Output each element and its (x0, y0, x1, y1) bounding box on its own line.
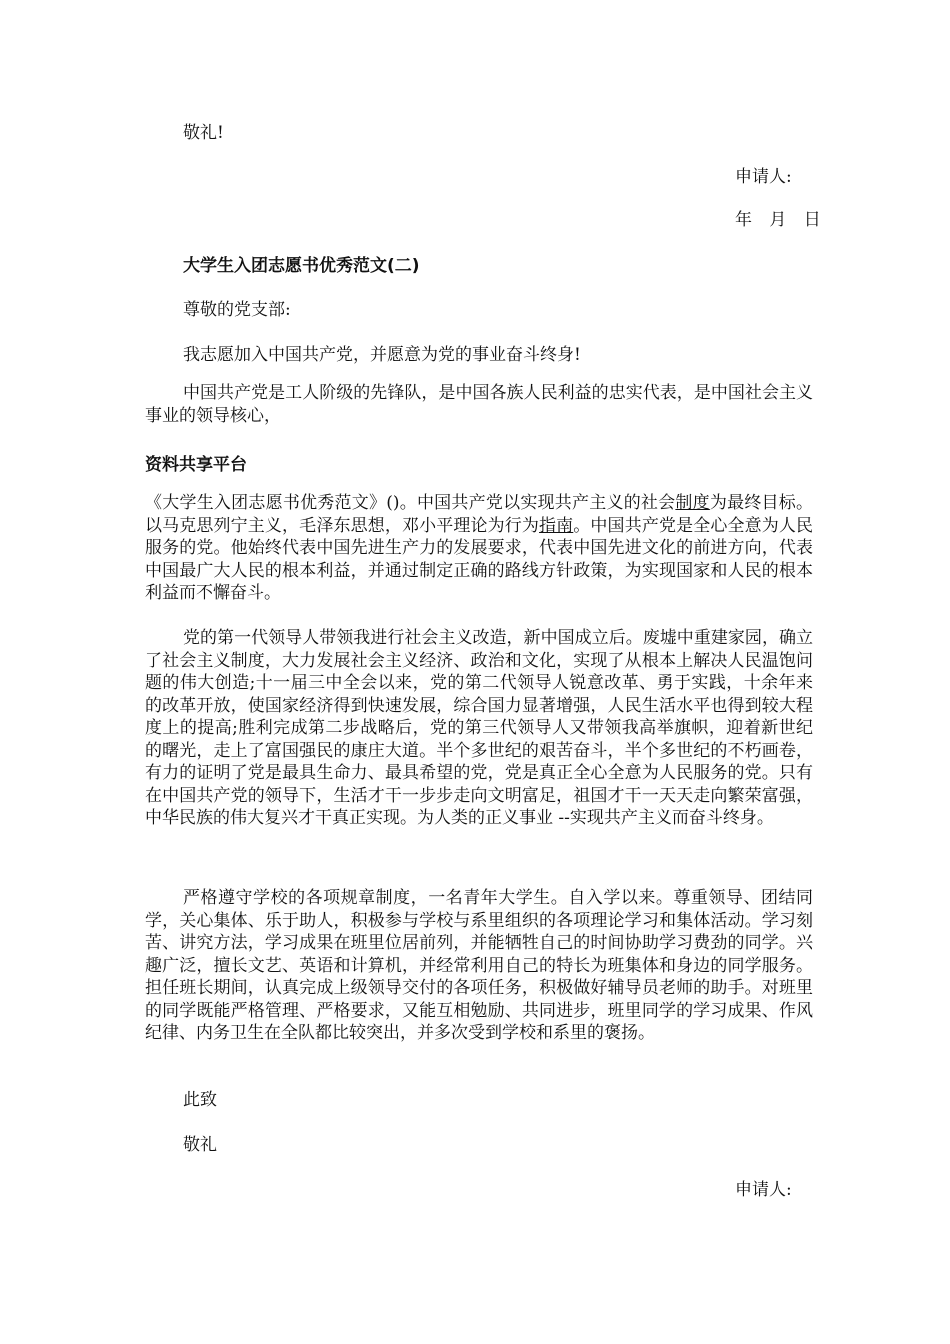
paragraph-party-intro: 中国共产党是工人阶级的先锋队，是中国各族人民利益的忠实代表，是中国社会主义事业的领导核心， (145, 383, 813, 426)
link-zhidu[interactable]: 制度 (675, 493, 710, 513)
paragraph-a: 《大学生入团志愿书优秀范文》()。中国共产党以实现共产主义的社会制度为最终目标。以马克思列宁主义，毛泽东思想，邓小平理论为行为指南。中国共产党是全心全意为人民服务的党。他始终代表中国先进生产力的发展要求，代表中国先进文化的前进方向，代表中国最广大人民的根本利益，并通过制定正确的路线方针政策，为实现国家和人民的根本利益而不懈奋斗。 (145, 493, 814, 603)
date-label: 年 月 日 (735, 210, 827, 230)
paragraph-b: 党的第一代领导人带领我进行社会主义改造，新中国成立后。废墟中重建家园，确立了社会主义制度，大力发展社会主义经济、政治和文化，实现了从根本上解决人民温饱问题的伟大创造;十一届三中全会以来，党的第二代领导人锐意改革、勇于实践，十余年来的改革开放，使国家经济得到快速发展，综合国力显著增强，人民生活水平也得到较大程度上的提高;胜利完成第二步战略后，党的第三代领导人又带领我高举旗帜，迎着新世纪的曙光，走上了富国强民的康庄大道。半个多世纪的艰苦奋斗，半个多世纪的不朽画卷，有力的证明了党是最具生命力、最具希望的党，党是真正全心全意为人民服务的党。只有在中国共产党的领导下，生活才干一步步走向文明富足，祖国才干一天天走向繁荣富强，中华民族的伟大复兴才干真正实现。为人类的正义事业 --实现共产主义而奋斗终身。 (145, 628, 813, 828)
closing-cizhi: 此致 (183, 1090, 217, 1110)
closing-jingli: 敬礼 (183, 1135, 217, 1155)
closing-applicant: 申请人: (735, 1180, 792, 1200)
link-zhinan[interactable]: 指南 (539, 515, 574, 536)
paragraph-c: 严格遵守学校的各项规章制度，一名青年大学生。自入学以来。尊重领导、团结同学，关心集体、乐于助人，积极参与学校与系里组织的各项理论学习和集体活动。学习刻苦、讲究方法，学习成果在班里位居前列，并能牺牲自己的时间协助学习费劲的同学。兴趣广泛，擅长文艺、英语和计算机，并经常利用自己的特长为班集体和身边的同学服务。担任班长期间，认真完成上级领导交付的各项任务，积极做好辅导员老师的助手。对班里的同学既能严格管理、严格要求，又能互相勉励、共同进步，班里同学的学习成果、作风纪律、内务卫生在全队都比较突出，并多次受到学校和系里的褒扬。 (145, 888, 813, 1043)
applicant-label: 申请人: (735, 167, 792, 187)
greeting: 尊敬的党支部: (183, 300, 291, 320)
pledge-line: 我志愿加入中国共产党，并愿意为党的事业奋斗终身! (183, 345, 581, 365)
salutation-end: 敬礼! (183, 123, 224, 143)
platform-heading: 资料共享平台 (145, 455, 247, 475)
section-title: 大学生入团志愿书优秀范文(二) (183, 256, 420, 276)
